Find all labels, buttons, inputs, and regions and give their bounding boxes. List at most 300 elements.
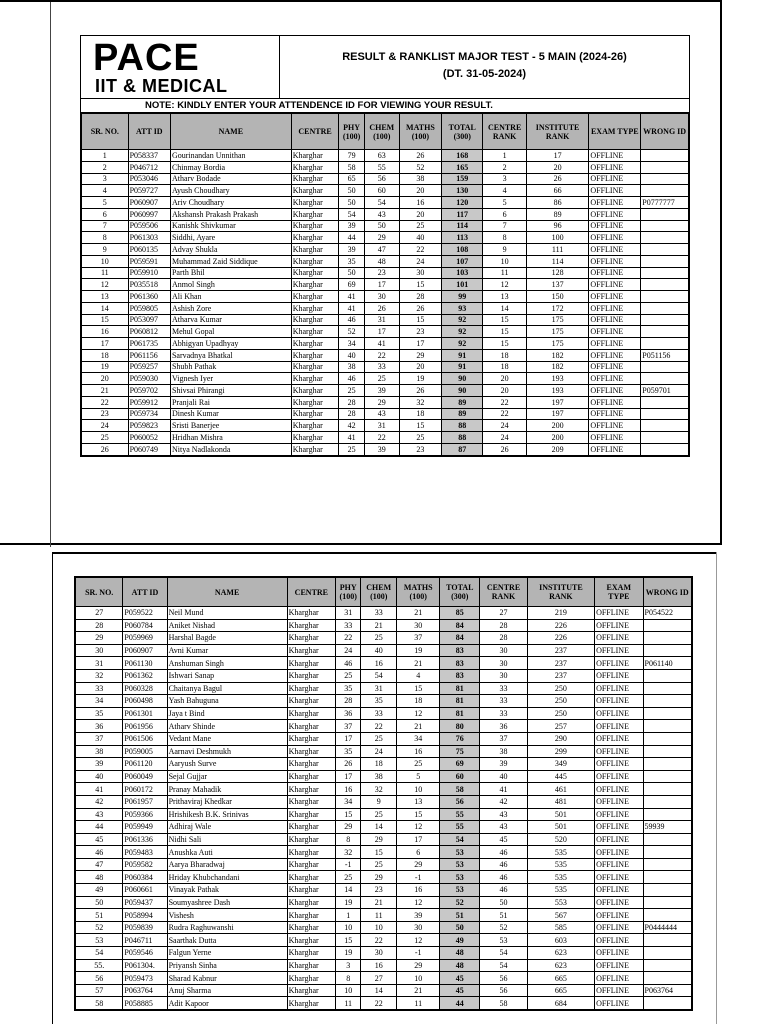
cell-institute-rank: 150 [526,291,589,303]
cell-name: Muhammad Zaid Siddique [170,255,291,267]
table-row [76,707,692,720]
cell-maths: 20 [399,361,441,373]
cell-maths: 16 [397,745,440,758]
cell-phy: 35 [336,745,361,758]
cell-phy: 39 [339,220,364,232]
cell-att-id: P059912 [128,396,170,408]
cell-centre: Kharghar [291,302,339,314]
cell-exam-type: OFFLINE [589,302,641,314]
cell-total: 50 [440,921,480,934]
cell-institute-rank: 535 [527,846,594,859]
cell-exam-type: OFFLINE [589,420,641,432]
cell-att-id: P059030 [128,373,170,385]
table-row [76,669,692,682]
cell-att-id: P060384 [123,871,167,884]
cell-wrong-id [643,783,692,796]
cell-att-id: P059546 [123,947,167,960]
cell-sr-no: 41 [76,783,123,796]
cell-total: 54 [440,833,480,846]
cell-name: Adhiraj Wale [167,821,287,834]
cell-att-id: P058994 [123,909,167,922]
cell-centre: Kharghar [287,644,335,657]
cell-centre-rank: 11 [483,267,526,279]
cell-phy: 41 [339,432,364,444]
cell-phy: 25 [339,443,364,455]
cell-institute-rank: 553 [527,896,594,909]
cell-chem: 54 [361,669,397,682]
cell-wrong-id [643,808,692,821]
table-row [82,244,689,256]
table-row [82,279,689,291]
cell-maths: 21 [397,607,440,620]
cell-institute-rank: 197 [526,408,589,420]
cell-name: Anushka Auti [167,846,287,859]
cell-maths: 18 [397,695,440,708]
cell-chem: 31 [361,682,397,695]
cell-maths: 20 [399,185,441,197]
cell-exam-type: OFFLINE [589,161,641,173]
table-row [76,682,692,695]
cell-chem: 16 [361,657,397,670]
cell-att-id: P061360 [128,291,170,303]
cell-name: Yash Bahuguna [167,695,287,708]
cell-centre-rank: 24 [483,420,526,432]
cell-wrong-id [643,695,692,708]
cell-institute-rank: 182 [526,349,589,361]
cell-centre: Kharghar [287,997,335,1010]
cell-sr-no: 14 [82,302,129,314]
cell-total: 108 [442,244,483,256]
cell-centre-rank: 54 [480,959,527,972]
page-divider [52,552,716,554]
table-row [82,197,689,209]
cell-total: 81 [440,682,480,695]
cell-maths: 17 [397,833,440,846]
document-title [280,36,689,98]
cell-att-id: P060784 [123,619,167,632]
cell-institute-rank: 96 [526,220,589,232]
cell-exam-type: OFFLINE [589,361,641,373]
cell-total: 49 [440,934,480,947]
cell-total: 92 [442,314,483,326]
cell-phy: 38 [339,361,364,373]
cell-centre: Kharghar [287,972,335,985]
cell-centre: Kharghar [291,220,339,232]
cell-sr-no: 33 [76,682,123,695]
cell-maths: 21 [397,657,440,670]
cell-wrong-id [641,244,689,256]
cell-total: 58 [440,783,480,796]
cell-exam-type: OFFLINE [589,314,641,326]
cell-centre-rank: 28 [480,619,527,632]
cell-maths: 26 [399,150,441,162]
cell-centre: Kharghar [287,745,335,758]
cell-centre-rank: 33 [480,707,527,720]
cell-wrong-id [643,770,692,783]
cell-wrong-id [643,732,692,745]
cell-total: 91 [442,361,483,373]
cell-sr-no: 57 [76,984,123,997]
cell-total: 130 [442,185,483,197]
cell-institute-rank: 567 [527,909,594,922]
cell-att-id: P061156 [128,349,170,361]
cell-name: Vignesh Iyer [170,373,291,385]
cell-centre: Kharghar [291,279,339,291]
cell-att-id: P046712 [128,161,170,173]
cell-att-id: P061304. [123,959,167,972]
cell-exam-type: OFFLINE [595,997,643,1010]
cell-total: 83 [440,669,480,682]
cell-sr-no: 27 [76,607,123,620]
cell-sr-no: 43 [76,808,123,821]
cell-institute-rank: 250 [527,707,594,720]
cell-att-id: P059005 [123,745,167,758]
cell-phy: 50 [339,267,364,279]
cell-wrong-id: 59939 [643,821,692,834]
table-row [76,896,692,909]
cell-chem: 18 [361,758,397,771]
cell-centre: Kharghar [287,783,335,796]
cell-maths: 19 [399,373,441,385]
page-edge [50,2,51,547]
cell-centre-rank: 33 [480,682,527,695]
cell-phy: 41 [339,291,364,303]
cell-phy: 31 [336,607,361,620]
cell-exam-type: OFFLINE [595,959,643,972]
cell-wrong-id [641,373,689,385]
cell-sr-no: 56 [76,972,123,985]
cell-att-id: P058337 [128,150,170,162]
cell-name: Ashish Zore [170,302,291,314]
cell-wrong-id [643,871,692,884]
cell-sr-no: 2 [82,161,129,173]
cell-total: 88 [442,420,483,432]
cell-maths: 19 [397,644,440,657]
cell-maths: 15 [397,682,440,695]
cell-wrong-id [643,644,692,657]
cell-wrong-id [641,232,689,244]
table-header-row [82,114,689,150]
cell-exam-type: OFFLINE [589,185,641,197]
cell-centre: Kharghar [287,657,335,670]
cell-maths: 13 [397,795,440,808]
cell-exam-type: OFFLINE [595,720,643,733]
column-header-phy: PHY (100) [336,578,361,607]
column-header-phy: PHY (100) [339,114,364,150]
cell-phy: 46 [339,314,364,326]
table-row [82,373,689,385]
cell-institute-rank: 226 [527,632,594,645]
cell-exam-type: OFFLINE [589,443,641,455]
table-row [76,695,692,708]
cell-centre: Kharghar [291,420,339,432]
cell-centre: Kharghar [287,682,335,695]
cell-centre-rank: 30 [480,657,527,670]
cell-maths: 29 [397,858,440,871]
cell-sr-no: 34 [76,695,123,708]
cell-maths: 15 [399,279,441,291]
table-row [82,161,689,173]
cell-maths: 23 [399,443,441,455]
cell-name: Atharv Shinde [167,720,287,733]
cell-sr-no: 49 [76,884,123,897]
cell-phy: 25 [336,871,361,884]
table-row [82,220,689,232]
cell-wrong-id [643,682,692,695]
cell-sr-no: 29 [76,632,123,645]
cell-centre-rank: 38 [480,745,527,758]
cell-sr-no: 54 [76,947,123,960]
cell-centre-rank: 6 [483,208,526,220]
cell-chem: 55 [364,161,399,173]
cell-wrong-id [641,420,689,432]
cell-institute-rank: 175 [526,338,589,350]
cell-chem: 50 [364,220,399,232]
cell-chem: 63 [364,150,399,162]
cell-wrong-id: P063764 [643,984,692,997]
cell-phy: 29 [336,821,361,834]
cell-att-id: P059702 [128,385,170,397]
cell-sr-no: 13 [82,291,129,303]
cell-sr-no: 25 [82,432,129,444]
cell-centre: Kharghar [287,858,335,871]
cell-centre-rank: 33 [480,695,527,708]
cell-chem: 30 [364,291,399,303]
cell-centre: Kharghar [287,695,335,708]
cell-name: Nitya Nadlakonda [170,443,291,455]
cell-chem: 17 [364,279,399,291]
cell-wrong-id [641,338,689,350]
column-header-wrong-id: WRONG ID [643,578,692,607]
cell-total: 83 [440,644,480,657]
cell-centre-rank: 18 [483,349,526,361]
cell-chem: 21 [361,619,397,632]
cell-att-id: P060749 [128,443,170,455]
cell-phy: 50 [339,197,364,209]
cell-sr-no: 40 [76,770,123,783]
column-header-exam-type: EXAM TYPE [589,114,641,150]
cell-name: Aarnavi Deshmukh [167,745,287,758]
cell-sr-no: 22 [82,396,129,408]
cell-name: Anmol Singh [170,279,291,291]
cell-maths: 34 [397,732,440,745]
table-row [76,858,692,871]
column-header-institute-rank: INSTITUTE RANK [526,114,589,150]
cell-total: 84 [440,632,480,645]
cell-institute-rank: 445 [527,770,594,783]
cell-centre-rank: 46 [480,884,527,897]
cell-exam-type: OFFLINE [595,808,643,821]
cell-institute-rank: 89 [526,208,589,220]
cell-centre-rank: 28 [480,632,527,645]
cell-centre: Kharghar [291,232,339,244]
cell-sr-no: 24 [82,420,129,432]
cell-exam-type: OFFLINE [595,770,643,783]
cell-maths: 22 [399,244,441,256]
cell-phy: 17 [336,732,361,745]
cell-centre-rank: 10 [483,255,526,267]
cell-wrong-id [641,185,689,197]
cell-sr-no: 4 [82,185,129,197]
cell-total: 56 [440,795,480,808]
cell-total: 53 [440,858,480,871]
cell-centre-rank: 1 [483,150,526,162]
cell-name: Sristi Banerjee [170,420,291,432]
table-row [82,408,689,420]
cell-institute-rank: 535 [527,884,594,897]
cell-centre-rank: 15 [483,314,526,326]
table-row [76,720,692,733]
cell-name: Chinmay Bordia [170,161,291,173]
cell-institute-rank: 86 [526,197,589,209]
cell-att-id: P059582 [123,858,167,871]
cell-chem: 54 [364,197,399,209]
cell-institute-rank: 237 [527,644,594,657]
column-header-chem: CHEM (100) [361,578,397,607]
cell-centre-rank: 22 [483,396,526,408]
cell-att-id: P059839 [123,921,167,934]
cell-total: 120 [442,197,483,209]
cell-institute-rank: 137 [526,279,589,291]
column-header-att-id: ATT ID [123,578,167,607]
cell-total: 92 [442,338,483,350]
page-edge-right [716,552,717,1024]
table-row [76,921,692,934]
cell-institute-rank: 603 [527,934,594,947]
cell-centre-rank: 50 [480,896,527,909]
cell-exam-type: OFFLINE [595,632,643,645]
table-row [76,619,692,632]
cell-name: Priyansh Sinha [167,959,287,972]
cell-chem: 31 [364,314,399,326]
cell-centre-rank: 45 [480,833,527,846]
cell-wrong-id [641,267,689,279]
cell-phy: 40 [339,349,364,361]
cell-att-id: P060052 [128,432,170,444]
table-row [82,432,689,444]
cell-att-id: P060997 [128,208,170,220]
cell-centre: Kharghar [287,795,335,808]
cell-maths: 10 [397,783,440,796]
cell-chem: 33 [361,607,397,620]
cell-att-id: P060661 [123,884,167,897]
title-line-1: RESULT & RANKLIST MAJOR TEST - 5 MAIN (2024-26) [342,51,627,63]
cell-name: Avni Kumar [167,644,287,657]
table-row [76,745,692,758]
cell-wrong-id [643,720,692,733]
cell-sr-no: 50 [76,896,123,909]
cell-phy: 28 [339,408,364,420]
cell-maths: 32 [399,396,441,408]
cell-name: Saarthak Dutta [167,934,287,947]
cell-wrong-id [641,279,689,291]
cell-institute-rank: 128 [526,267,589,279]
cell-phy: 34 [339,338,364,350]
cell-att-id: P060812 [128,326,170,338]
cell-institute-rank: 175 [526,314,589,326]
cell-centre-rank: 7 [483,220,526,232]
cell-wrong-id [641,208,689,220]
cell-att-id: P061957 [123,795,167,808]
cell-att-id: P060907 [128,197,170,209]
cell-phy: 33 [336,619,361,632]
cell-wrong-id: P059701 [641,385,689,397]
cell-wrong-id [643,846,692,859]
logo-main-text: PACE [93,37,200,79]
cell-centre-rank: 42 [480,795,527,808]
cell-sr-no: 26 [82,443,129,455]
cell-name: Falgun Yerne [167,947,287,960]
cell-exam-type: OFFLINE [589,408,641,420]
cell-total: 55 [440,808,480,821]
cell-centre-rank: 51 [480,909,527,922]
cell-wrong-id [643,858,692,871]
cell-att-id: P061120 [123,758,167,771]
cell-wrong-id [641,326,689,338]
cell-maths: 25 [397,758,440,771]
cell-total: 103 [442,267,483,279]
table-row [82,291,689,303]
cell-sr-no: 47 [76,858,123,871]
cell-exam-type: OFFLINE [595,707,643,720]
cell-wrong-id [643,997,692,1010]
cell-wrong-id [641,161,689,173]
cell-chem: 48 [364,255,399,267]
table-row [76,909,692,922]
cell-exam-type: OFFLINE [595,947,643,960]
cell-total: 168 [442,150,483,162]
cell-phy: 52 [339,326,364,338]
cell-institute-rank: 114 [526,255,589,267]
cell-phy: 44 [339,232,364,244]
cell-institute-rank: 209 [526,443,589,455]
cell-centre: Kharghar [291,161,339,173]
cell-centre: Kharghar [287,846,335,859]
cell-sr-no: 7 [82,220,129,232]
cell-total: 93 [442,302,483,314]
cell-institute-rank: 349 [527,758,594,771]
cell-institute-rank: 257 [527,720,594,733]
cell-centre: Kharghar [291,185,339,197]
table-row [82,326,689,338]
cell-phy: 46 [339,373,364,385]
cell-att-id: P058885 [123,997,167,1010]
cell-total: 92 [442,326,483,338]
cell-maths: 11 [397,997,440,1010]
cell-centre: Kharghar [287,909,335,922]
cell-total: 117 [442,208,483,220]
cell-att-id: P060049 [123,770,167,783]
cell-phy: 14 [336,884,361,897]
cell-exam-type: OFFLINE [595,846,643,859]
cell-att-id: P035518 [128,279,170,291]
cell-chem: 39 [364,385,399,397]
cell-centre-rank: 9 [483,244,526,256]
cell-sr-no: 23 [82,408,129,420]
cell-centre: Kharghar [287,619,335,632]
cell-chem: 22 [361,934,397,947]
cell-centre: Kharghar [291,208,339,220]
cell-name: Advay Shukla [170,244,291,256]
cell-centre-rank: 27 [480,607,527,620]
cell-chem: 22 [361,997,397,1010]
cell-att-id: P059823 [128,420,170,432]
cell-centre-rank: 43 [480,821,527,834]
cell-maths: 16 [397,884,440,897]
cell-institute-rank: 200 [526,432,589,444]
cell-att-id: P061303 [128,232,170,244]
cell-institute-rank: 684 [527,997,594,1010]
